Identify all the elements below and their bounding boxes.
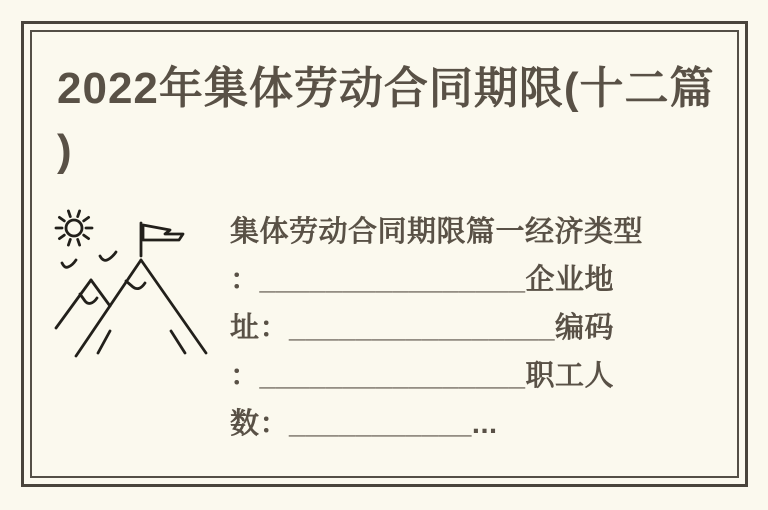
body-paragraph <box>230 208 660 448</box>
body-text-line: 数：___________... <box>230 408 498 440</box>
mountain-icon <box>56 260 206 356</box>
body-text-line: 址：________________编码 <box>230 312 615 344</box>
body-text-line: ：________________企业地 <box>230 264 615 296</box>
sun-icon <box>56 211 92 245</box>
body-text-line: 集体劳动合同期限篇一经济类型 <box>230 216 644 248</box>
flag-icon <box>141 223 183 256</box>
mountain-flag-illustration <box>46 198 218 360</box>
bird-icon <box>62 260 76 267</box>
slope-hatch-line <box>98 331 110 353</box>
snow-cap-line <box>126 281 145 289</box>
slope-hatch-line <box>171 331 185 353</box>
page-title-line-1: 2022年集体劳动合同期限(十二篇 <box>57 64 715 113</box>
body-text-line: ：________________职工人 <box>230 360 615 392</box>
page-title <box>57 58 715 182</box>
bird-icon <box>100 252 116 260</box>
page-title-line-2: ) <box>57 126 73 175</box>
snow-cap-line <box>80 294 97 303</box>
